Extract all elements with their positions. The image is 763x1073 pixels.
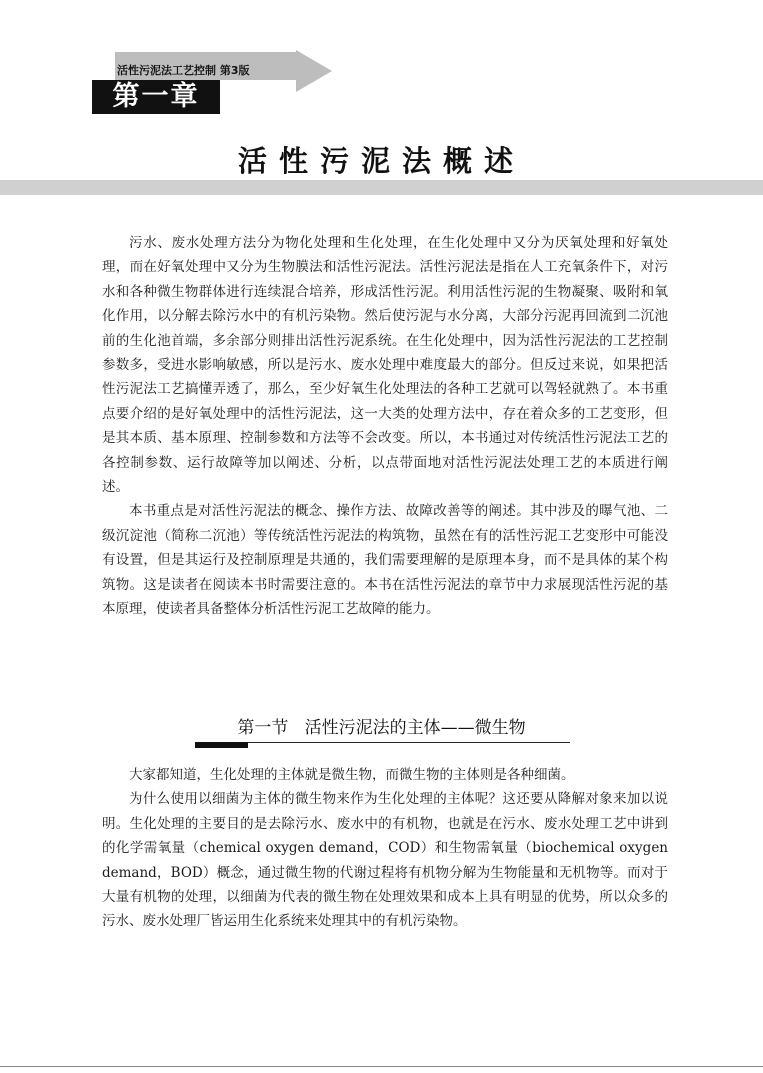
intro-text xyxy=(102,231,668,622)
section-paragraph-2: 为什么使用以细菌为主体的微生物来作为生化处理的主体呢？这还要从降解对象来加以说明。生化处理的主要目的是去除污水、废水中的有机物，也就是在污水、废水处理工艺中讲到的化学需氧量（chemical oxygen demand，COD）和生物需氧量（biochemical oxygen demand，BOD）概念，通过微生物的代谢过程将有机物分解为生物能量和无机物等。而对于大量有机物的处理，以细菌为代表的微生物在处理效果和成本上具有明显的优势，所以众多的污水、废水处理厂皆运用生化系统来处理其中的有机污染物。 xyxy=(102,791,668,930)
title-underline-bar xyxy=(0,180,763,195)
page-bottom-rule xyxy=(0,1066,763,1067)
section-heading-rule-accent xyxy=(195,742,248,748)
header-arrow-icon xyxy=(296,50,332,92)
section-heading: 第一节 活性污泥法的主体——微生物 xyxy=(237,718,526,738)
section-paragraph-1: 大家都知道，生化处理的主体就是微生物，而微生物的主体则是各种细菌。 xyxy=(129,767,575,783)
chapter-label: 第一章 xyxy=(92,80,220,114)
intro-paragraph-1: 污水、废水处理方法分为物化处理和生化处理，在生化处理中又分为厌氧处理和好氧处理，而在好氧处理中又分为生物膜法和活性污泥法。活性污泥法是指在人工充氧条件下，对污水和各种微生物群体进行连续混合培养，形成活性污泥。利用活性污泥的生物凝聚、吸附和氧化作用，以分解去除污水中的有机污染物。然后使污泥与水分离，大部分污泥再回流到二沉池前的生化池首端，多余部分则排出活性污泥系统。在生化处理中，因为活性污泥法的工艺控制参数多，受进水影响敏感，所以是污水、废水处理中难度最大的部分。但反过来说，如果把活性污泥法工艺搞懂弄透了，那么，至少好氧生化处理法的各种工艺就可以驾轻就熟了。本书重点要介绍的是好氧处理中的活性污泥法，这一大类的处理方法中，存在着众多的工艺变形，但是其本质、基本原理、控制参数和方法等不会改变。所以，本书通过对传统活性污泥法工艺的各控制参数、运行故障等加以阐述、分析，以点带面地对活性污泥法处理工艺的本质进行阐述。 xyxy=(102,235,668,496)
chapter-title: 活性污泥法概述 xyxy=(237,144,525,178)
running-header-book-title: 活性污泥法工艺控制 第3版 xyxy=(117,64,250,77)
section-heading-rule xyxy=(195,742,570,743)
intro-paragraph-2: 本书重点是对活性污泥法的概念、操作方法、故障改善等的阐述。其中涉及的曝气池、二级沉淀池（简称二沉池）等传统活性污泥法的构筑物，虽然在有的活性污泥工艺变形中可能没有设置，但是其运行及控制原理是共通的，我们需要理解的是原理本身，而不是具体的某个构筑物。这是读者在阅读本书时需要注意的。本书在活性污泥法的章节中力求展现活性污泥的基本原理，使读者具备整体分析活性污泥工艺故障的能力。 xyxy=(102,503,668,618)
section-body-text xyxy=(102,763,668,934)
